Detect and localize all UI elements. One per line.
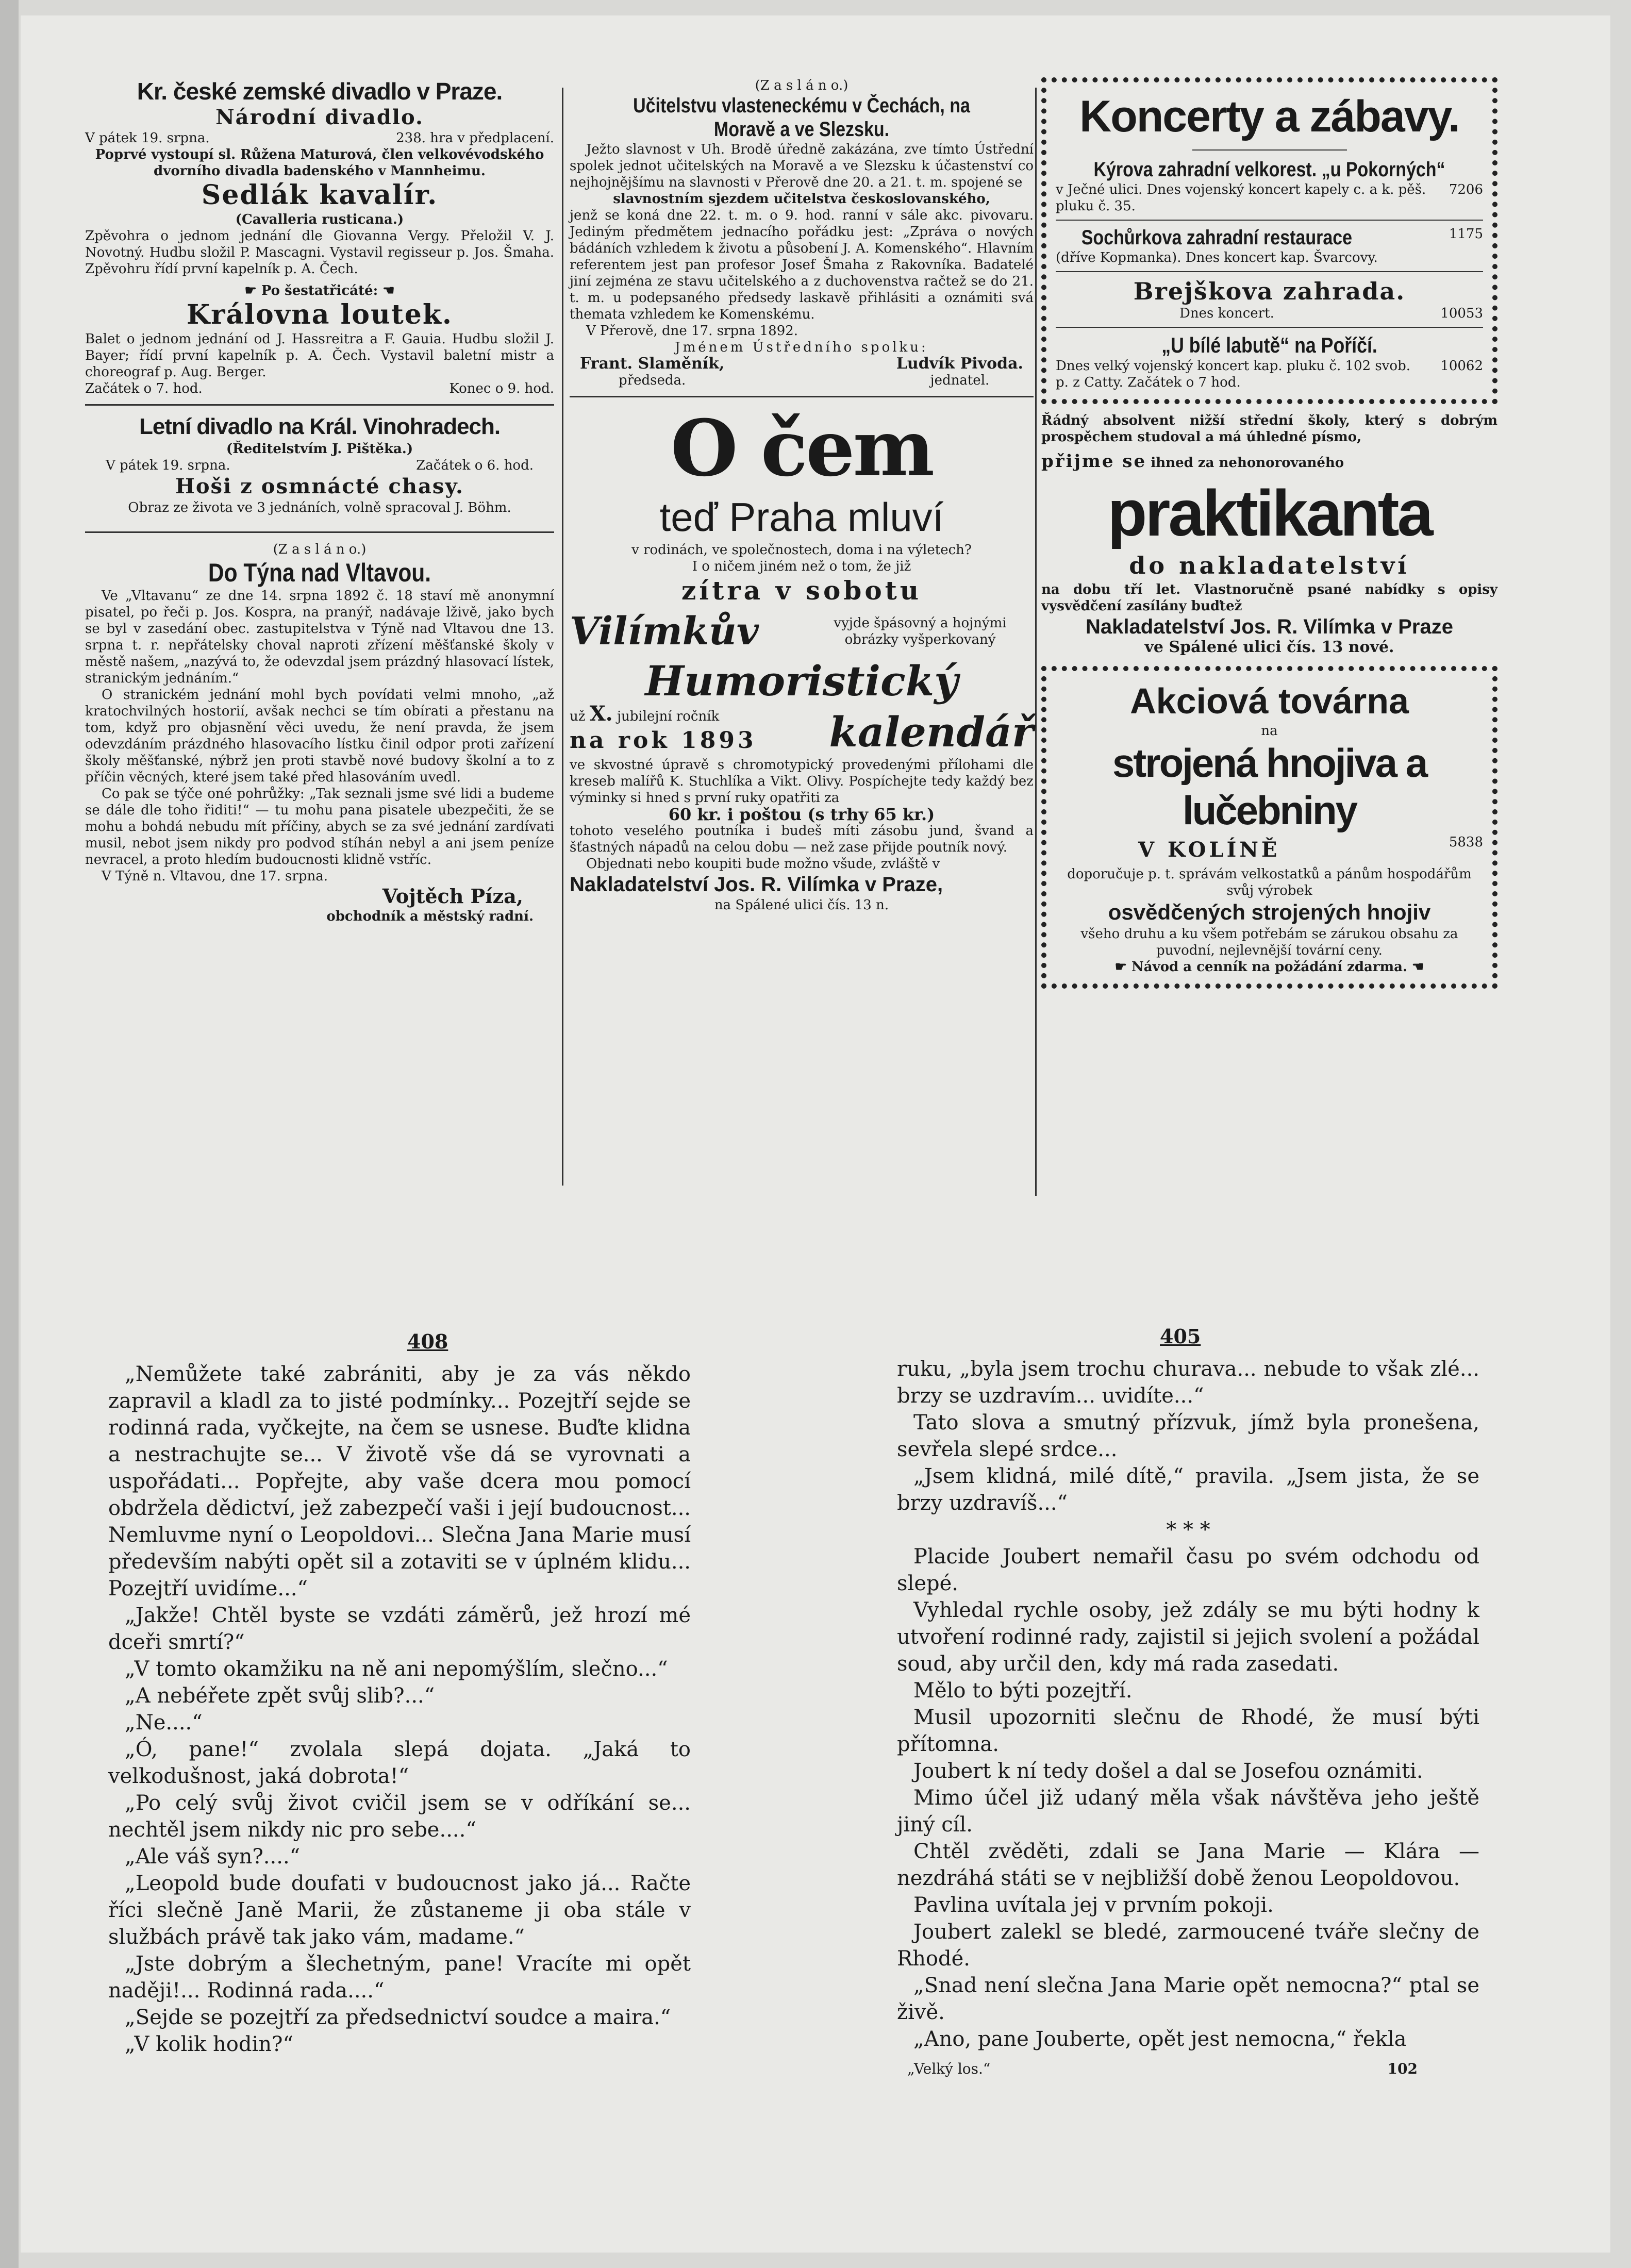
play3-description: Obraz ze života ve 3 jednáních, volně spracoval J. Böhm. bbox=[128, 500, 511, 515]
concert-1-number: 7206 bbox=[1449, 182, 1483, 197]
signature-2-name: Ludvík Pivoda. bbox=[896, 355, 1023, 373]
praktikant-intro: Řádný absolvent nižší střední školy, který s dobrým prospěchem studoval a má úhledné písmo, bbox=[1041, 413, 1497, 445]
story-right-column bbox=[897, 1356, 1479, 2082]
kolin-guide-line bbox=[1056, 959, 1483, 975]
story-left-paragraph: „V kolik hodin?“ bbox=[125, 2032, 293, 2056]
concert-4-title: „U bílé labutě“ na Poříčí. bbox=[1161, 333, 1377, 357]
jubilee-prefix: už bbox=[570, 709, 586, 724]
narok-headline: na rok 1893 bbox=[570, 727, 757, 754]
column-theatre bbox=[85, 77, 554, 925]
jubilee-block bbox=[570, 702, 757, 757]
kalendar-price: 60 kr. i poštou (s trhy 65 kr.) bbox=[668, 805, 935, 824]
story-left-paragraph: „V tomto okamžiku na ně ani nepomýšlím, slečno...“ bbox=[125, 1657, 668, 1681]
story-left-paragraph: „Ó, pane!“ zvolala slepá dojata. „Jaká to velkodušnost, jaká dobrota!“ bbox=[108, 1738, 691, 1788]
signature-1-name: Frant. Slaměník, bbox=[580, 355, 725, 373]
concerts-box bbox=[1041, 77, 1497, 404]
praktikant-do-nakladatelstvi: do nakladatelství bbox=[1129, 552, 1410, 579]
story-left-paragraph: „Jakže! Chtěl byste se vzdáti záměrů, jež hrozí mé dceři smrtí?“ bbox=[108, 1604, 691, 1654]
story-right-paragraph: ruku, „byla jsem trochu churava... nebude to však zlé... brzy se uzdravím... uvidíte...“ bbox=[897, 1357, 1479, 1408]
story-left-paragraph: „Ale váš syn?....“ bbox=[125, 1845, 301, 1869]
kolin-proven: osvědčených strojených hnojiv bbox=[1108, 900, 1431, 924]
kalendar-publisher: Nakladatelství Jos. R. Vilímka v Praze, bbox=[570, 873, 943, 896]
play2-times bbox=[85, 380, 554, 397]
praha-headline: teď Praha mluví bbox=[659, 494, 944, 540]
column-ads bbox=[1041, 77, 1497, 989]
concert-2-desc: (dříve Kopmanka). Dnes koncert kap. Švarcovy. bbox=[1056, 250, 1378, 265]
pointing-hand-icon: ☛ bbox=[244, 283, 261, 298]
play3-title: Hoši z osmnácté chasy. bbox=[175, 474, 464, 498]
pointing-hand-left-icon: ☚ bbox=[378, 283, 395, 298]
story-right-paragraph: Musil upozorniti slečnu de Rhodé, že musí býti přítomna. bbox=[897, 1706, 1479, 1756]
divider bbox=[1056, 220, 1483, 221]
jubilee-line bbox=[570, 702, 757, 726]
column-rule-2 bbox=[1035, 88, 1037, 1196]
divider bbox=[1192, 149, 1347, 151]
jubilee-text: jubilejní ročník bbox=[617, 709, 720, 724]
praktikant-prijme: přijme se bbox=[1041, 451, 1147, 472]
story-left-paragraph: „Sejde se pozejtří za předsednictví soudce a maira.“ bbox=[125, 2006, 671, 2029]
kolin-guarantee: všeho druhu a ku všem potřebám se zárukou obsahu za puvodní, nejlevnější tovární ceny. bbox=[1080, 926, 1458, 958]
pointing-hand-icon: ☛ bbox=[1114, 959, 1131, 975]
after-six-label: Po šestatřicáté: bbox=[261, 283, 378, 298]
signature-1-role: předseda. bbox=[619, 373, 686, 388]
tyn-signature-role: obchodník a městský radní. bbox=[326, 909, 534, 924]
summer-date: V pátek 19. srpna. bbox=[106, 458, 230, 473]
praktikant-ad bbox=[1041, 412, 1497, 656]
play2-title: Královna loutek. bbox=[186, 299, 453, 330]
praktikant-publisher: Nakladatelství Jos. R. Vilímka v Praze bbox=[1086, 615, 1453, 638]
summer-date-row bbox=[85, 457, 554, 474]
story-left-paragraph: „Ne....“ bbox=[125, 1711, 203, 1735]
kolin-product: strojená hnojiva a lučebniny bbox=[1112, 740, 1427, 833]
praha-subline-1: v rodinách, ve společnostech, doma i na výletech? bbox=[631, 542, 972, 558]
divider bbox=[85, 531, 554, 533]
play1-description: Zpěvohra o jednom jednání dle Giovanna Vergy. Přeložil V. J. Novotný. Hudbu složil P. Mascagni. Vystavil regisseur p. Jos. Šmaha. Zpěvohru řídí první kapelník p. A. Čech. bbox=[85, 228, 554, 277]
kalendar-body-3: Objednati nebo koupiti bude možno všude, zvláště v bbox=[586, 856, 940, 872]
footer-left-label: „Velký los.“ bbox=[907, 2060, 991, 2077]
story-right-paragraph: Placide Joubert nemařil času po svém odchodu od slepé. bbox=[897, 1545, 1479, 1595]
teachers-union-name: Jménem Ústředního spolku: bbox=[675, 340, 928, 355]
zaslano-label: (Z a s l á n o.) bbox=[273, 542, 367, 557]
tyn-signature: Vojtěch Píza, bbox=[382, 885, 523, 908]
kolin-location-row bbox=[1056, 834, 1483, 866]
kolin-guide: Návod a cenník na požádání zdarma. bbox=[1131, 959, 1407, 975]
theatre-subscription: 238. hra v předplacení. bbox=[396, 130, 554, 146]
kolin-headline: Akciová továrna bbox=[1130, 681, 1409, 721]
story-right-paragraph: „Jsem klidná, milé dítě,“ pravila. „Jsem jista, že se brzy uzdravíš...“ bbox=[897, 1464, 1479, 1515]
concert-3-title: Brejškova zahrada. bbox=[1133, 277, 1406, 305]
story-right-paragraph: Mimo účel již udaný měla však návštěva jeho ještě jiný cíl. bbox=[897, 1786, 1479, 1837]
signature-2-role: jednatel. bbox=[930, 373, 990, 388]
signature-block-2 bbox=[896, 356, 1023, 389]
story-left-column bbox=[108, 1361, 691, 2058]
vyjde-text: vyjde špásovný a hojnými obrázky vyšperkovaný bbox=[834, 615, 1007, 647]
concert-1-desc: v Ječné ulici. Dnes vojenský koncert kapely c. a k. pěš. pluku č. 35. bbox=[1056, 182, 1426, 214]
page-number-left: 408 bbox=[407, 1330, 448, 1353]
story-right-paragraph: Tato slova a smutný přízvuk, jímž byla pronešena, sevřela slepé srdce... bbox=[897, 1411, 1479, 1461]
concert-2-number: 1175 bbox=[1449, 226, 1483, 242]
humoristicky-word: Humoristický bbox=[645, 657, 958, 705]
story-right-paragraph: Mělo to býti pozejtří. bbox=[913, 1679, 1133, 1703]
story-section-break: * * * bbox=[1166, 1518, 1210, 1542]
teachers-place-date: V Přerově, dne 17. srpna 1892. bbox=[586, 323, 798, 339]
divider bbox=[85, 404, 554, 406]
story-left-paragraph: „Jste dobrým a šlechetným, pane! Vracíte mi opět naději!... Rodinná rada....“ bbox=[108, 1952, 691, 2003]
story-left-paragraph: „Nemůžete také zabrániti, aby je za vás někdo zapravil a kladl za to jisté podmínky... Pozejtří sejde se rodinná rada, vyčkejte, na čem se usnese. Buďte klidna a nestrachujte se... V životě vše dá se vyrovnati a uspořádati... Popřejte, aby vaše dcera mou pomocí obdržela dědictví, jež zabezpečí vaši i její budoucnost... Nemluvme nyní o Leopoldovi... Slečna Jana Marie musí především nabýti opět sil a zotaviti se v úplném klidu... Pozejtří uvidíme...“ bbox=[108, 1362, 691, 1600]
story-right-paragraph: Vyhledal rychle osoby, jež zdály se mu býti hodny k utvoření rodinné rady, zajistil si jejich svolení a požádal soud, aby určil den, kdy má rada zasedati. bbox=[897, 1598, 1479, 1676]
teachers-signatures bbox=[570, 356, 1034, 389]
praha-subline-2: I o ničem jiném než o tom, že již bbox=[692, 559, 911, 574]
praktikant-text: na dobu tří let. Vlastnoručně psané nabídky s opisy vysvědčení zasílány buďtež bbox=[1041, 582, 1497, 614]
kolin-number: 5838 bbox=[1449, 835, 1483, 850]
kolin-location: V KOLÍNĚ bbox=[1138, 838, 1280, 862]
story-left-paragraph: „Leopold bude doufati v budoucnost jako já... Račte říci slečně Janě Marii, že zůstaneme ji oba stále v službách právě tak jako vám, madame.“ bbox=[108, 1872, 691, 1949]
teachers-congress: slavnostním sjezdem učitelstva českoslovanského, bbox=[613, 191, 990, 207]
zitra-headline: zítra v sobotu bbox=[681, 575, 922, 606]
praktikant-prijme-line bbox=[1041, 445, 1497, 477]
kalendar-body-2: tohoto veselého poutníka i budeš míti zásobu jund, švand a šťastných nápadů na celou dobu — než zase přijde poutník nový. bbox=[570, 823, 1034, 855]
concert-2-title: Sochůrkova zahradní restaurace bbox=[1081, 226, 1353, 249]
page-number-right: 405 bbox=[1160, 1325, 1201, 1348]
story-right-paragraph: Joubert k ní tedy došel a dal se Josefou oznámiti. bbox=[913, 1759, 1423, 1783]
summer-start: Začátek o 6. hod. bbox=[416, 458, 534, 473]
concert-3-desc: Dnes koncert. bbox=[1179, 306, 1274, 321]
concert-4-desc: Dnes velký vojenský koncert kap. pluku č. 102 svob. p. z Catty. Začátek o 7 hod. bbox=[1056, 358, 1410, 390]
kolin-recommends: doporučuje p. t. správám velkostatků a pánům hospodářům svůj výrobek bbox=[1067, 866, 1472, 898]
pointing-hand-left-icon: ☚ bbox=[1407, 959, 1424, 975]
signature-block-1 bbox=[580, 356, 724, 389]
tyn-paragraph-1: Ve „Vltavanu“ ze dne 14. srpna 1892 č. 18 staví mě anonymní pisatel, po řeči p. Jos. Kospra, na pranýř, nadávaje lživě, jako bych se byl v zasedání obec. zastupitelstva v Týně nad Vltavou dne 13. srpna t. r. nepřátelsky choval naproti zřízení měšťanské školy v městě našem, „nazývá to, že odevzdal jsem prázdný hlasovací lístek, stranickým jednáním.“ bbox=[85, 588, 554, 686]
summer-theatre-director: (Ředitelstvím J. Pištěka.) bbox=[226, 441, 413, 457]
concert-3-number: 10053 bbox=[1440, 306, 1483, 321]
praktikant-headline: praktikanta bbox=[1107, 477, 1432, 549]
kalendar-body: ve skvostné úpravě s chromotypický provedenými přílohami dle kreseb malířů K. Stuchlíka a Vikt. Olivy. Pospíchejte tedy každý bez výminky si hned s první ruky opatřiti za bbox=[570, 757, 1034, 806]
story-right-paragraph: „Snad není slečna Jana Marie opět nemocna?“ ptal se živě. bbox=[897, 1974, 1479, 2024]
concert-1-row bbox=[1056, 181, 1483, 214]
vilimkuv-row bbox=[570, 607, 1034, 656]
play1-title: Sedlák kavalír. bbox=[201, 179, 438, 211]
after-six-line bbox=[85, 282, 554, 299]
column-announcements bbox=[570, 77, 1034, 913]
footer-right-number: 102 bbox=[1387, 2060, 1418, 2077]
debut-notice: Poprvé vystoupí sl. Růžena Maturová, člen velkovévodského dvorního divadla badenského v Mannheimu. bbox=[95, 147, 544, 179]
concert-4-row bbox=[1056, 358, 1483, 391]
tyn-paragraph-3: Co pak se týče oné pohrůžky: „Tak seznali jsme své lidi a budeme se dále dle toho řiditi!“ — tu mohu pana pisatele ubezpečiti, že se mohu a bohdá nebudu mít příčiny, abych se za své jednání zardívati musil, nebot jsem nikdy pro podvod stíhán nebyl a ani jsem peníze nevracel, a proto hledím budoucnosti klidně vstříc. bbox=[85, 786, 554, 868]
play2-end: Konec o 9. hod. bbox=[449, 381, 554, 396]
story-right-paragraph: „Ano, pane Jouberte, opět jest nemocna,“ řekla bbox=[913, 2027, 1407, 2051]
play2-start: Začátek o 7. hod. bbox=[85, 381, 203, 396]
play1-subtitle: (Cavalleria rusticana.) bbox=[235, 212, 404, 227]
kalendar-publisher-address: na Spálené ulici čís. 13 n. bbox=[714, 897, 889, 913]
divider bbox=[1056, 271, 1483, 272]
kolin-factory-ad bbox=[1041, 666, 1497, 989]
concert-1-title: Kýrova zahradní velkorest. „u Pokorných“ bbox=[1093, 158, 1445, 181]
concert-2-row bbox=[1056, 226, 1483, 266]
teachers-paragraph-2: jenž se koná dne 22. t. m. o 9. hod. ranní v sále akc. pivovaru. Jediným předmětem jednacího pořádku jest: „Zpráva o nových bádáních vzhledem k životu a působení J. A. Komenského“. Hlavním referentem jest pan profesor Josef Šmaha z Rakovníka. Badatelé jiní zejména ze stavu učitelského a z duchovenstva račtež se do 21. t. m. u podepsaného předsedy laskavě přihlásiti a oznámiti svá themata vzhledem ke Komenskému. bbox=[570, 208, 1034, 322]
teachers-title: Učitelstvu vlasteneckému v Čechách, na Moravě a ve Slezsku. bbox=[633, 94, 970, 141]
story-right-paragraph: Pavlina uvítala jej v prvním pokoji. bbox=[913, 1893, 1274, 1917]
kolin-na: na bbox=[1261, 723, 1278, 739]
divider bbox=[570, 396, 1034, 397]
story-left-paragraph: „A nebéřete zpět svůj slib?...“ bbox=[125, 1684, 435, 1708]
concert-4-number: 10062 bbox=[1440, 358, 1483, 374]
tyn-paragraph-2: O stranickém jednání mohl bych povídati velmi mnoho, „až kratochvilných hostorií, avšak nechci se tím obírati a přestanu na tom, když pro objasnění věci uvedu, že není pravda, že jsem odevzdáním prázdného hlasovacího lístku činil odpor proti zařízení školy měšťanské, nýbrž jen proti stavbě nové budovy školní a to z příčin věcných, které jsem také před hlasováním uvedl. bbox=[85, 687, 554, 785]
theatre-title: Kr. české zemské divadlo v Praze. bbox=[137, 78, 503, 105]
concert-2-block bbox=[1056, 226, 1378, 266]
praktikant-prijme-rest: ihned za nehonorovaného bbox=[1151, 455, 1344, 471]
theatre-date: V pátek 19. srpna. bbox=[85, 130, 210, 146]
story-right-paragraph: Chtěl zvěděti, zdali se Jana Marie — Klára — nezdráhá státi se v nejbližší době ženou Leopoldovou. bbox=[897, 1840, 1479, 1890]
divider bbox=[1056, 327, 1483, 328]
teachers-paragraph-1: Ježto slavnost v Uh. Brodě úředně zakázána, zve tímto Ústřední spolek jednot učitelských na Moravě a ve Slezsku k účastenství co nejhojnějšímu na slavnosti v Přerově dne 20. a 21. t. m. spojené se bbox=[570, 142, 1034, 190]
kalendar-word: kalendář bbox=[829, 708, 1034, 756]
story-footer bbox=[897, 2056, 1479, 2082]
column-rule-1 bbox=[562, 88, 563, 1186]
tyn-title: Do Týna nad Vltavou. bbox=[208, 558, 431, 587]
zaslano-label-2: (Z a s l á n o.) bbox=[755, 78, 848, 93]
vilimkuv-word: Vilímkův bbox=[570, 609, 759, 654]
jubilee-number: X. bbox=[589, 702, 613, 726]
summer-theatre-title: Letní divadlo na Král. Vinohradech. bbox=[139, 414, 501, 439]
tyn-place-date: V Týně n. Vltavou, dne 17. srpna. bbox=[102, 869, 328, 884]
concerts-headline: Koncerty a zábavy. bbox=[1079, 92, 1459, 141]
story-right-paragraph: Joubert zalekl se bledé, zarmoucené tváře slečny de Rhodé. bbox=[897, 1920, 1479, 1971]
story-left-paragraph: „Po celý svůj život cvičil jsem se v odříkání se... nechtěl jsem nikdy nic pro sebe....“ bbox=[108, 1791, 691, 1842]
theatre-date-row bbox=[85, 130, 554, 146]
ocem-headline: O čem bbox=[670, 403, 933, 494]
binding-gutter bbox=[0, 0, 19, 2268]
theatre-subtitle: Národní divadlo. bbox=[215, 105, 424, 129]
praktikant-address: ve Spálené ulici čís. 13 nové. bbox=[1144, 638, 1394, 656]
concert-3-row bbox=[1056, 305, 1483, 322]
play2-description: Balet o jednom jednání od J. Hassreitra a F. Gauia. Hudbu složil J. Bayer; řídí první kapelník p. A. Čech. Vystavil baletní mistr a choreograf p. Aug. Berger. bbox=[85, 331, 554, 380]
kalendar-row bbox=[570, 702, 1034, 757]
